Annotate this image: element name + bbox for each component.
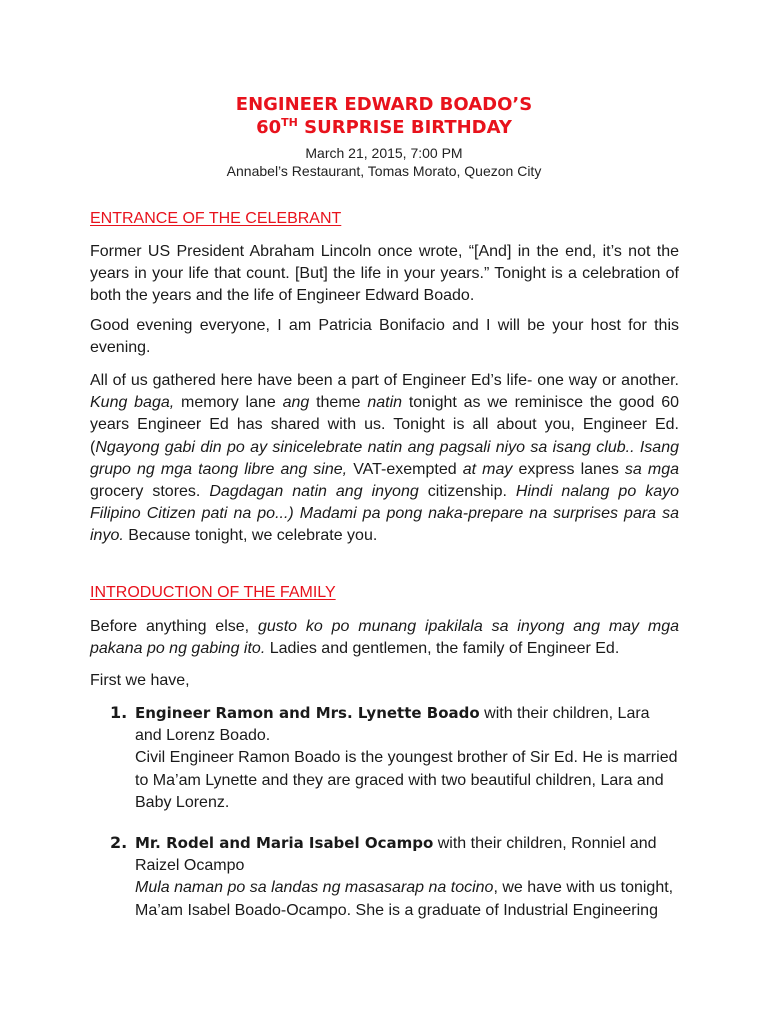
section-heading-entrance: ENTRANCE OF THE CELEBRANT [90,210,342,227]
paragraph-family-intro: Before anything else, gusto ko po munang ipakilala sa inyong ang may mga pakana po ng gabing ito. Ladies and gentlemen, the family of Engineer Ed. [90,618,679,658]
paragraph-first-we-have: First we have, [90,672,190,689]
paragraph-gathering: All of us gathered here have been a part of Engineer Ed’s life- one way or another. Kung baga, memory lane ang theme natin tonight as we reminisce the good 60 years Engineer Ed has shared with us. Tonight is all about you, Engineer Ed. (Ngayong gabi din po ay sinicelebrate natin ang pagsali niyo sa isang club.. Isang grupo ng mga taong libre ang sine, VAT-exempted at may express lanes sa mga grocery stores. Dagdagan natin ang inyong citizenship. Hindi nalang po kayo Filipino Citizen pati na po...) Madami pa pong naka-prepare na surprises para sa inyo. Because tonight, we celebrate you. [90,372,680,545]
list-item-number: 1. [110,703,128,722]
family-name: Mr. Rodel and Maria Isabel Ocampo [135,834,434,852]
paragraph-lincoln-quote: Former US President Abraham Lincoln once wrote, “[And] in the end, it’s not the years in your life that count. [But] the life in your years.” Tonight is a celebration of both the years and the life of Engineer Edward Boado. [90,243,679,305]
paragraph-host-intro: Good evening everyone, I am Patricia Bonifacio and I will be your host for this evening. [90,317,679,357]
list-item: 1. Engineer Ramon and Mrs. Lynette Boado with their children, Lara and Lorenz Boado. Civil Engineer Ramon Boado is the youngest brother of Sir Ed. He is married to Ma’am Lynette and they are graced with two beautiful children, Lara and Baby Lorenz. [110,703,678,811]
list-item-number: 2. [110,833,128,852]
event-venue: Annabel’s Restaurant, Tomas Morato, Quezon City [226,163,542,179]
family-name: Engineer Ramon and Mrs. Lynette Boado [135,704,480,722]
title-line-1: ENGINEER EDWARD BOADO’S [235,94,533,115]
event-date: March 21, 2015, 7:00 PM [305,145,463,161]
section-heading-family: INTRODUCTION OF THE FAMILY [90,584,336,601]
title-line-2: 60TH SURPRISE BIRTHDAY [256,116,512,138]
family-description: , we have with us tonight, Ma’am Isabel Boado-Ocampo. She is a graduate of Industrial Engineering [135,879,674,919]
list-item: 2. Mr. Rodel and Maria Isabel Ocampo with their children, Ronniel and Raizel Ocampo Mula naman po sa landas ng masasarap na tocino, we have with us tonight, Ma’am Isabel Boado-Ocampo. She is a graduate of Industrial Engineering [110,833,674,919]
family-description: Civil Engineer Ramon Boado is the youngest brother of Sir Ed. He is married to Ma’am Lynette and they are graced with two beautiful children, Lara and Baby Lorenz. [135,749,678,811]
